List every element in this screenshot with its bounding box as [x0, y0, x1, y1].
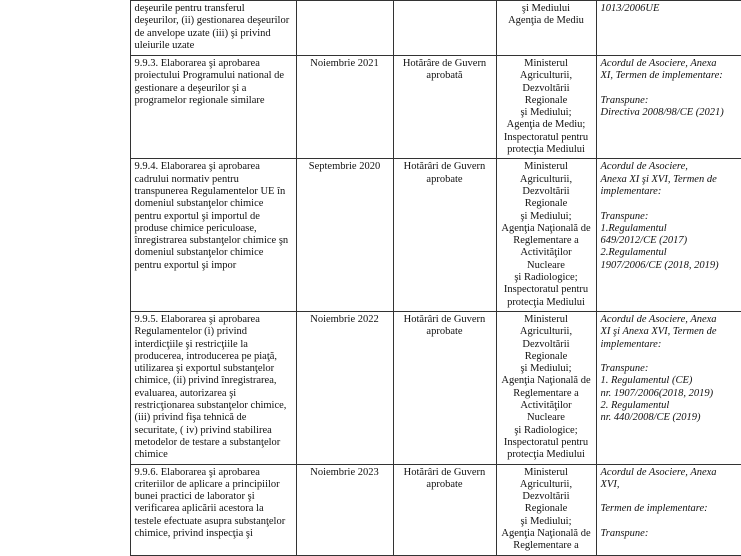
association-note-cell [596, 1, 741, 56]
task-cell: deşeurile pentru transferul deşeurilor, (ii) gestionarea deşeurilor de anvelope uzate (iii) şi privind uleiurile uzate [130, 1, 296, 56]
note-line: XI, Termen de implementare: [601, 70, 741, 82]
note-line: 2. Regulamentul [601, 400, 741, 412]
institutions-cell [496, 56, 596, 159]
table-row [0, 464, 741, 555]
institution-line: protecţia Mediului [501, 297, 592, 309]
institution-line: şi Mediului; [501, 516, 592, 528]
note-line: Termen de implementare: [601, 503, 741, 515]
note-line [601, 491, 741, 503]
margin-cell [0, 1, 130, 56]
note-line: Transpune: [601, 363, 741, 375]
table-row [0, 311, 741, 464]
deadline-cell: Septembrie 2020 [296, 159, 393, 312]
table-row [0, 1, 741, 56]
institution-line: şi Mediului; [501, 107, 592, 119]
note-line: Transpune: [601, 211, 741, 223]
deadline-cell [296, 1, 393, 56]
institution-line: Reglementare a [501, 540, 592, 552]
note-line: implementare: [601, 339, 741, 351]
institution-line: Dezvoltării Regionale [501, 491, 592, 516]
note-line: 1.Regulamentul [601, 223, 741, 235]
deadline-cell: Noiembrie 2021 [296, 56, 393, 159]
note-line: Anexa XI şi XVI, Termen de [601, 174, 741, 186]
institution-line: şi Mediului; [501, 211, 592, 223]
note-line: Transpune: [601, 528, 741, 540]
note-line: 1907/2006/CE (2018, 2019) [601, 260, 741, 272]
act-cell: Hotărâri de Guvern aprobate [393, 159, 496, 312]
deadline-cell: Noiembrie 2022 [296, 311, 393, 464]
task-cell: 9.9.6. Elaborarea şi aprobarea criteriilor de aplicare a principiilor bunei practici de laborator şi verificarea aplicării acestora la testele efectuate asupra substanţelor chimice, privind inspecţia şi [130, 464, 296, 555]
note-line: XI şi Anexa XVI, Termen de [601, 326, 741, 338]
act-cell [393, 1, 496, 56]
institution-line: Ministerul [501, 161, 592, 173]
note-line: nr. 440/2008/CE (2019) [601, 412, 741, 424]
institution-line: Agriculturii, [501, 70, 592, 82]
note-line: 2.Regulamentul [601, 247, 741, 259]
institution-line: şi Mediului; [501, 363, 592, 375]
institution-line: Ministerul [501, 314, 592, 326]
institution-line: Agenţia de Mediu [501, 15, 592, 27]
task-cell: 9.9.5. Elaborarea şi aprobarea Regulamentelor (i) privind interdicţiile şi restricţiile la producerea, introducerea pe piaţă, utilizarea şi exportul substanţelor chimice, (ii) privind înregistrarea, evaluarea, autorizarea şi restricţionarea substanţelor chimice, (iii) privind fişa tehnică de securitate, ( iv) privind stabilirea metodelor de testare a substanţelor chimice [130, 311, 296, 464]
institution-line: Dezvoltării Regionale [501, 83, 592, 108]
institution-line: şi Radiologice; [501, 425, 592, 437]
note-line: Acordul de Asociere, Anexa [601, 58, 741, 70]
margin-cell [0, 159, 130, 312]
institution-line: Ministerul [501, 58, 592, 70]
institution-line: Agriculturii, [501, 479, 592, 491]
note-line: nr. 1907/2006(2018, 2019) [601, 388, 741, 400]
note-line [601, 83, 741, 95]
table-body [0, 1, 741, 556]
institution-line: Reglementare a [501, 235, 592, 247]
note-line: Acordul de Asociere, Anexa [601, 467, 741, 479]
institution-line: Dezvoltării Regionale [501, 339, 592, 364]
institution-line: Ministerul [501, 467, 592, 479]
institutions-cell [496, 159, 596, 312]
note-line: 1013/2006UE [601, 3, 741, 15]
institution-line: Dezvoltării Regionale [501, 186, 592, 211]
note-line: implementare: [601, 186, 741, 198]
table-row [0, 159, 741, 312]
institution-line: Agriculturii, [501, 326, 592, 338]
association-note-cell [596, 56, 741, 159]
institution-line: Inspectoratul pentru [501, 437, 592, 449]
note-line: Acordul de Asociere, [601, 161, 741, 173]
deadline-cell: Noiembrie 2023 [296, 464, 393, 555]
institution-line: Agriculturii, [501, 174, 592, 186]
institution-line: Agenţia Naţională de [501, 223, 592, 235]
note-line: Acordul de Asociere, Anexa [601, 314, 741, 326]
note-line [601, 351, 741, 363]
association-note-cell [596, 464, 741, 555]
note-line: Directiva 2008/98/CE (2021) [601, 107, 741, 119]
margin-cell [0, 56, 130, 159]
institution-line: şi Radiologice; [501, 272, 592, 284]
institution-line: protecţia Mediului [501, 144, 592, 156]
note-line: XVI, [601, 479, 741, 491]
institution-line: Activităţilor Nucleare [501, 400, 592, 425]
note-line: 1. Regulamentul (CE) [601, 375, 741, 387]
margin-cell [0, 464, 130, 555]
institution-line: Agenţia Naţională de [501, 375, 592, 387]
institutions-cell [496, 464, 596, 555]
note-line: Transpune: [601, 95, 741, 107]
institution-line: Activităţilor Nucleare [501, 247, 592, 272]
institution-line: protecţia Mediului [501, 449, 592, 461]
association-note-cell [596, 311, 741, 464]
act-cell: Hotărâri de Guvern aprobate [393, 311, 496, 464]
institutions-cell [496, 1, 596, 56]
institution-line: Agenţia de Mediu; [501, 119, 592, 131]
institution-line: Reglementare a [501, 388, 592, 400]
task-cell: 9.9.3. Elaborarea şi aprobarea proiectului Programului national de gestionare a deşeurilor şi a programelor regionale similare [130, 56, 296, 159]
task-cell: 9.9.4. Elaborarea şi aprobarea cadrului normativ pentru transpunerea Regulamentelor UE în domeniul substanţelor chimice pentru exportul şi importul de produse chimice periculoase, înregistrarea substanţelor chimice şn domeniul substanţelor chimice pentru exportul şi impor [130, 159, 296, 312]
institution-line: Inspectoratul pentru [501, 284, 592, 296]
institution-line: Agenţia Naţională de [501, 528, 592, 540]
institution-line: şi Mediului [501, 3, 592, 15]
act-cell: Hotărâre de Guvern aprobată [393, 56, 496, 159]
margin-cell [0, 311, 130, 464]
table-row [0, 56, 741, 159]
institutions-cell [496, 311, 596, 464]
association-note-cell [596, 159, 741, 312]
note-line [601, 198, 741, 210]
note-line [601, 516, 741, 528]
institution-line: Inspectoratul pentru [501, 132, 592, 144]
note-line: 649/2012/CE (2017) [601, 235, 741, 247]
act-cell: Hotărâri de Guvern aprobate [393, 464, 496, 555]
